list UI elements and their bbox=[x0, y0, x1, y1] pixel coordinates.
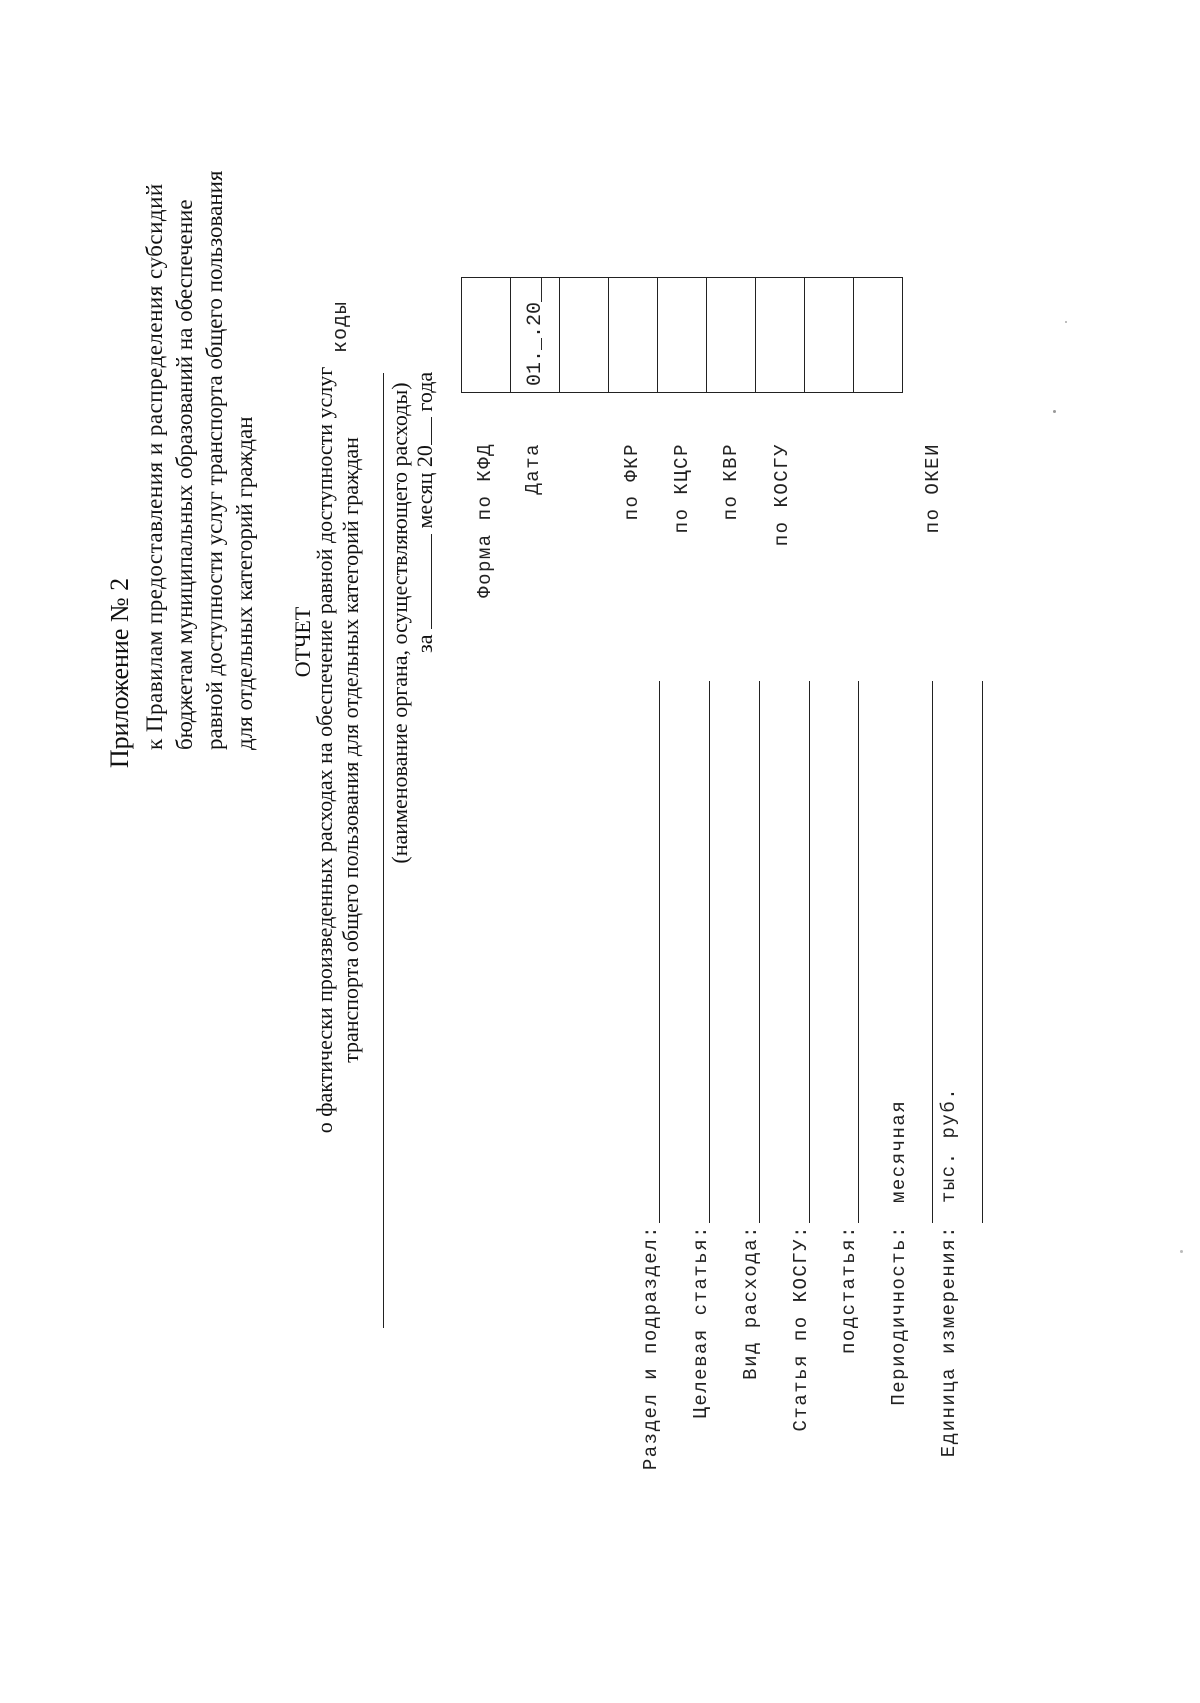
header-line: к Правилам предоставления и распределения субсидий bbox=[142, 183, 167, 750]
codes-header: коды bbox=[330, 300, 353, 353]
table-row bbox=[609, 277, 658, 392]
organization-name-caption: (наименование органа, осуществляющего расходы) bbox=[387, 382, 412, 864]
codes-table bbox=[461, 277, 903, 393]
code-cell bbox=[560, 277, 609, 392]
header-line: бюджетам муниципальных образований на обеспечение bbox=[172, 199, 197, 750]
table-row bbox=[805, 277, 854, 392]
field-label-section: Раздел и подраздел: bbox=[640, 1225, 662, 1471]
report-subtitle: о фактически произведенных расходах на обеспечение равной доступности услуг bbox=[312, 366, 337, 1134]
table-row bbox=[756, 277, 805, 392]
field-line-unit bbox=[982, 681, 983, 1223]
field-label-unit: Единица измерения: bbox=[938, 1225, 960, 1458]
field-line-expense-type bbox=[759, 681, 760, 1223]
field-label-periodicity: Периодичность: bbox=[888, 1225, 910, 1406]
code-cell bbox=[658, 277, 707, 392]
field-label-expense-type: Вид расхода: bbox=[740, 1225, 762, 1380]
code-label-kcsr: по КЦСР bbox=[671, 443, 693, 534]
code-cell bbox=[707, 277, 756, 392]
code-label-kvr: по КВР bbox=[720, 443, 742, 521]
header-text bbox=[140, 10, 260, 750]
code-label-fkr: по ФКР bbox=[621, 443, 643, 521]
code-cell bbox=[854, 277, 903, 392]
table-row bbox=[854, 277, 903, 392]
scan-speck bbox=[1180, 1250, 1183, 1253]
table-row bbox=[462, 277, 511, 392]
header-line: для отдельных категорий граждан bbox=[232, 416, 257, 750]
field-label-kosgu: Статья по КОСГУ: bbox=[790, 1225, 812, 1432]
field-label-subarticle: подстатья: bbox=[838, 1225, 860, 1355]
table-row bbox=[707, 277, 756, 392]
field-line-section bbox=[659, 681, 660, 1223]
code-cell bbox=[609, 277, 658, 392]
field-line-target bbox=[709, 681, 710, 1223]
code-cell bbox=[805, 277, 854, 392]
code-cell: 01._.20__ bbox=[511, 277, 560, 392]
month-blank bbox=[431, 534, 432, 629]
scan-speck bbox=[1065, 321, 1067, 323]
field-value-unit: тыс. руб. bbox=[938, 1086, 960, 1203]
appendix-title: Приложение № 2 bbox=[105, 577, 134, 769]
report-title: ОТЧЕТ bbox=[290, 606, 315, 678]
scan-speck bbox=[1053, 410, 1056, 413]
table-row bbox=[511, 277, 560, 392]
report-subtitle: транспорта общего пользования для отдельных категорий граждан bbox=[338, 437, 363, 1063]
header-line: равной доступности услуг транспорта общего пользования bbox=[202, 170, 227, 750]
code-label-okei: по ОКЕИ bbox=[922, 443, 944, 534]
field-line-kosgu bbox=[809, 681, 810, 1223]
report-period bbox=[412, 372, 438, 653]
table-row bbox=[658, 277, 707, 392]
code-cell bbox=[756, 277, 805, 392]
organization-name-line bbox=[383, 373, 384, 1328]
field-line-periodicity bbox=[932, 681, 933, 1223]
code-cell bbox=[462, 277, 511, 392]
code-label-kfd: Форма по КФД bbox=[474, 443, 496, 598]
period-month: месяц 20 bbox=[412, 445, 437, 529]
code-label-kosgu: по КОСГУ bbox=[771, 443, 793, 547]
code-label-date: Дата bbox=[522, 443, 544, 495]
year-blank bbox=[431, 417, 432, 445]
field-value-periodicity: месячная bbox=[888, 1099, 910, 1203]
field-line-subarticle bbox=[858, 681, 859, 1223]
period-prefix: за bbox=[412, 634, 437, 653]
field-label-target: Целевая статья: bbox=[690, 1225, 712, 1419]
period-suffix: года bbox=[412, 371, 437, 412]
table-row bbox=[560, 277, 609, 392]
